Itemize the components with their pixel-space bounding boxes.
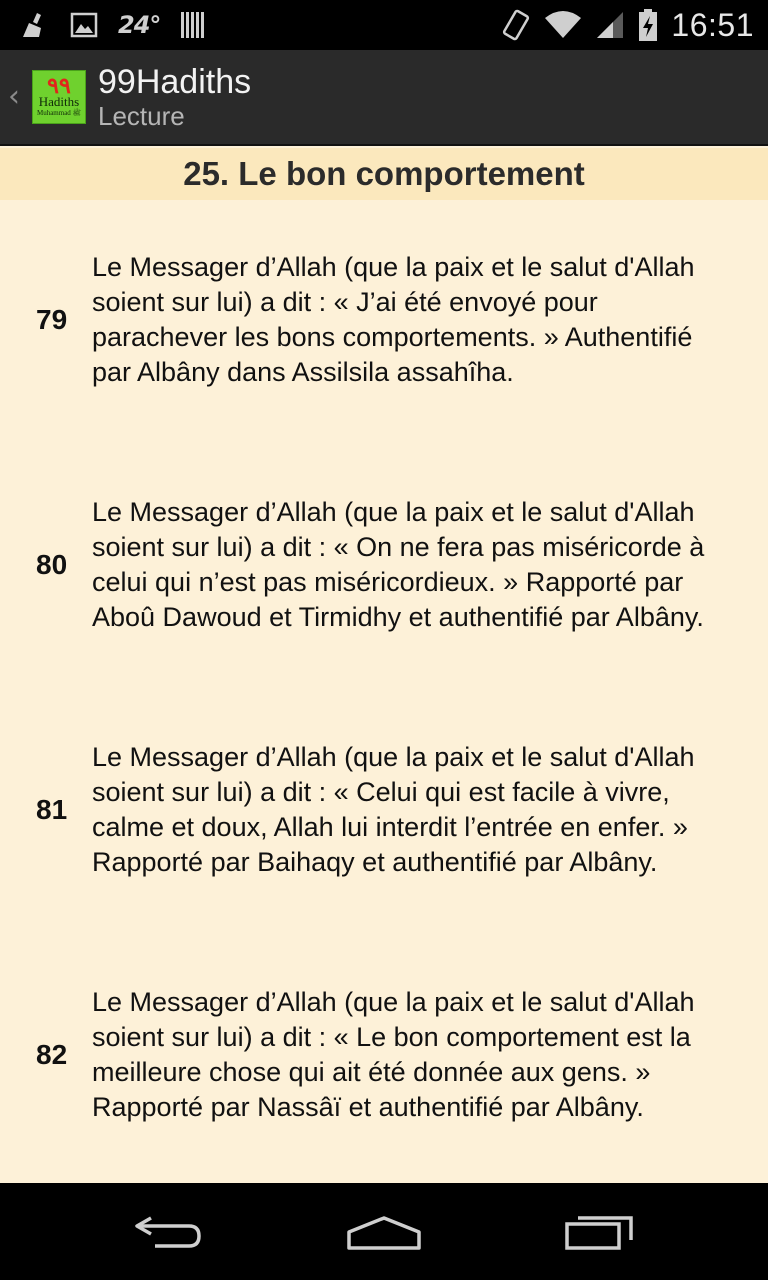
wifi-icon [543,10,583,40]
signal-icon [595,10,625,40]
hadith-text: Le Messager d’Allah (que la paix et le salut d'Allah soient sur lui) a dit : « J’ai été envoyé pour parachever les bons comportements. » Authentifié par Albâny dans Assilsila assahîha. [92,252,695,387]
action-bar [0,50,768,146]
hadith-item [0,722,768,898]
recents-button[interactable] [545,1197,655,1267]
hadith-number: 81 [36,794,68,825]
hadith-text: Le Messager d’Allah (que la paix et le salut d'Allah soient sur lui) a dit : « Celui qui est facile à vivre, calme et doux, Allah lui interdit l’entrée en enfer. » Rapporté par Baihaqy et authentifié par Albâny. [92,742,695,877]
status-right [501,7,754,44]
logo-subtitle: Muhammad ﷺ [36,108,82,117]
rotate-icon [501,8,531,42]
status-bar [0,0,768,50]
chevron-left-icon: ‹ [8,79,20,114]
app-logo [32,70,86,124]
chapter-title: 25. Le bon comportement [0,148,768,200]
logo-numerals: ٩٩ [47,72,71,99]
reading-content[interactable] [0,148,768,1183]
recents-icon [564,1212,636,1252]
navigation-bar [0,1183,768,1280]
back-icon [133,1212,203,1252]
hadith-number: 82 [36,1039,68,1070]
temperature-readout: 24° [118,11,161,39]
home-button[interactable] [329,1197,439,1267]
barcode-icon [180,10,206,40]
hadith-text: Le Messager d’Allah (que la paix et le salut d'Allah soient sur lui) a dit : « Le bon comportement est la meilleure chose qui ait été donnée aux gens. » Rapporté par Nassâï et authentifié par Albâny. [92,987,695,1122]
hadith-number: 80 [36,549,68,580]
image-icon [70,11,98,39]
clock: 16:51 [671,6,754,43]
cleaner-icon [20,10,50,40]
hadith-number: 79 [36,304,68,335]
battery-charging-icon [637,8,659,42]
status-left [20,10,206,40]
hadith-item [0,232,768,408]
back-button[interactable] [113,1197,223,1267]
hadith-item [0,477,768,653]
hadith-text: Le Messager d’Allah (que la paix et le salut d'Allah soient sur lui) a dit : « On ne fera pas miséricorde à celui qui n’est pas miséricordieux. » Rapporté par Aboû Dawoud et Tirmidhy et authentifié par Albâny. [92,497,705,632]
logo-title: Hadiths [38,93,80,109]
up-navigation-button[interactable] [0,50,86,144]
home-icon [346,1212,422,1252]
app-title: 99Hadiths [98,63,252,101]
app-subtitle: Lecture [98,101,185,131]
action-bar-titles [98,63,251,131]
hadith-item [0,967,768,1143]
